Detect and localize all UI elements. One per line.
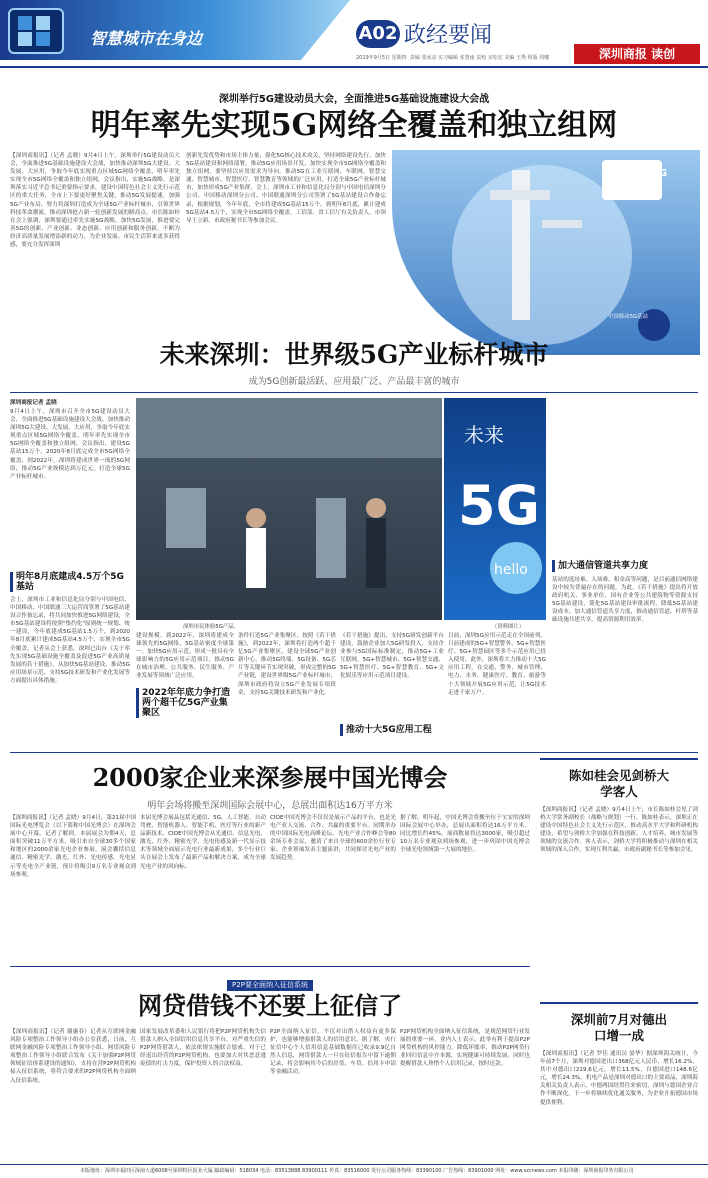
masthead bbox=[0, 0, 708, 76]
feature-body-col6: 目前，深圳5G应用示范走在全国前列。日前建成的5G+智慧警务、5G+智慧医疗、5G+智慧园区等多个示范应用已投入使用。此外，深圳将大力推动十大5G应用工程，在交通、警务、城市管理、电力、水务、健康医疗、教育、旅游等十大领域开展5G应用示范，让5G技术走进千家万户。 bbox=[448, 633, 546, 696]
lead-kicker: 深圳举行5G建设动员大会，全面推进5G基础设施建设大会战 bbox=[218, 94, 490, 105]
feature-subhead-2: 2022年年底力争打造两个超千亿5G产业集聚区 bbox=[136, 688, 234, 718]
feature-photo-5g-hello bbox=[444, 398, 546, 620]
credit-body-col3: P2P全面纳入征信，不仅对出借人权益有更多保护，也能够增强借款人的信用意识。据了解，央行征信中心个人信用信息基础数据库已收录9.9亿自然人信息，网贷借款人一旦在征信报告中留下逾期记录，将会影响其今后的房贷、车贷、信用卡申请等金融活动。 bbox=[270, 1029, 396, 1076]
credit-body-col1: 【深圳商报讯】（记者 谢惠春）记者从互联网金融风险专项整治工作领导小组办公室获悉，日前，互联网金融风险专项整治工作领导小组、网贷风险专项整治工作领导小组联合发布《关于加强P2P网贷领域征信体系建设的通知》，支持在营P2P网贷机构接入征信系统，将符合要求的P2P网贷机构全面纳入征信系统。 bbox=[10, 1029, 136, 1084]
credit-kicker-wrap bbox=[10, 972, 530, 991]
feature-headline: 未来深圳：世界级5G产业标杆城市 bbox=[159, 340, 549, 369]
feature-body-col2: 会上，深圳市工业和信息化局分别与中国电信、中国移动、中国联通三大运营商签署了5G基站建设合作备忘录，将共同加快推进5G网络建设，全市5G基站建设将按照"集约化"原则统一规划、统一建设，今年底建成5G基站1.5万个，到2020年8月底累计建成5G基站4.5万个，实现全市5G全覆盖。记者从会上获悉，深圳已出台《关于率先实现5G基础设施全覆盖及促进5G产业高质量发展的若干措施》，从加快5G基站建设、推动5G应用场景示范、支持5G技术研发和产业化发展等方面提出具体措施。 bbox=[10, 597, 130, 684]
svg-text:5G: 5G bbox=[458, 474, 540, 537]
credit-headline: 网贷借钱不还要上征信了 bbox=[138, 991, 402, 1020]
lead-5g-badge: 5G bbox=[652, 168, 668, 179]
sidebox-meeting-body: 【深圳商报讯】（记者 孟晓）9月4日上午，市长陈如桂会见了剑桥大学常务副校长（战略与规划）一行。陈如桂表示，深圳正在建设中国特色社会主义先行示范区，推动高水平大学和科研机构建设，希望与剑桥大学加强在科技创新、人才培养、城市发展等领域的交流合作。客人表示，剑桥大学将积极推动与深圳在相关领域的深入合作，实现互利共赢。市政府副秘书长等参加会见。 bbox=[540, 807, 698, 854]
svg-text:未来: 未来 bbox=[464, 423, 504, 447]
svg-text:hello: hello bbox=[494, 562, 528, 578]
credit-body-col2: 国家发展改革委和人民银行将把P2P网贷机构失信借款人纳入全国信用信息共享平台，对严重失信的P2P网贷借款人，依法依规实施联合惩戒。对于已经退出经营的P2P网贷机构，也要加大对其恶意逃废债的打击力度，保护投资人的合法权益。 bbox=[140, 1029, 266, 1068]
feature-byline: 深圳商报记者 孟晓 bbox=[10, 400, 57, 406]
feature-rule bbox=[10, 392, 698, 393]
page-footer: 本版地址：深圳市福田区深南大道6008号深圳特区报业大厦 邮政编码：518034 电话：83513888 83900111 传真：83516000 发行公司服务热线：83390100 广告热线：83901000 网址：www.szcnews.com 本报印刷：深圳商报印务有限公司 bbox=[0, 1164, 708, 1178]
lead-body-col1: 【深圳商报讯】（记者 孟晓）9月4日上午，深圳举行5G建设动员大会，全面推进5G基础设施建设大会战，加快推动深圳5G大建设、大发展、大应用，争取今年底实现重点区域5G网络全覆盖，明年率先实现全市5G网络全覆盖和独立组网，会议指出，实施5G战略，是深圳落实习近平总书记重要指示要求，建设中国特色社会主义先行示范区的重大任务，全市上下要更好聚焦关键，推动5G发展提速，加强5G产业布局，努力将深圳打造成为全球5G产业标杆城市，引领世界科技革命潮流，推动深圳抢占新一轮创新发展的制高点。市长陈如桂在会上强调，深圳要通过率先实施5G战略，加快5G发展，推进要完善5G的创新、产业创新、业态创新、应用创新和服务创新，不断为经济高质量发展增添新的动力，为企业发展、市民生活带来更多获得感，要充分发挥深圳 bbox=[10, 153, 180, 249]
page-number: A02 bbox=[356, 20, 400, 48]
feature-body-col7: 基站的选址难、入场难、租金高等问题，是目前通信网络建设中较为普遍存在的问题。为此，《若干措施》提出将开放政府机关、事业单位、国有企业等公共建筑物等资源支持5G基站建设，简化5G基站建设审批流程，降低5G基站建设成本。加大通信管道共享力度，推动通信管道、杆塔等基础设施共建共享，提高资源利用效率。 bbox=[552, 577, 698, 624]
lead-headline: 明年率先实现5G网络全覆盖和独立组网 bbox=[90, 108, 618, 143]
section-title: 政经要闻 bbox=[404, 23, 493, 48]
feature-subhead-4: 加大通信管道共享力度 bbox=[552, 560, 698, 572]
feature-body-col4: 条件打造5G产业集聚区。按照《若干措施》，到2022年，深圳将打造两个超千亿5G产业集聚区，建设全球5G产业创新中心，推动5G终端、5G设备、5G芯片等关键环节实现突破，形成完整的5G产业链，建设世界级5G产业标杆城市，深圳市政府将设立5G产业发展专项资金，支持5G关键技术研发和产业化。 bbox=[238, 633, 336, 696]
credit-top-rule bbox=[10, 966, 530, 967]
feature-subhead-1: 明年8月底建成4.5万个5G基站 bbox=[10, 572, 130, 592]
feature-body-col1: 9月4日上午，深圳市召开全市5G建设动员大会，全面推进5G基础设施建设大会战，加快推动深圳5G大建设、大发展、大应用，争取今年底实现重点区域5G网络全覆盖，明年率先实现全市5G网络全覆盖和独立组网。会议指出，建设5G基站15万个，2020年8月底完成全市5G网络全覆盖，到2022年，深圳将建成世界一流的5G网络，推动5G产业规模达到万亿元，打造全球5G产业标杆城市。 bbox=[10, 409, 130, 480]
feature-photo-expo-visitors bbox=[136, 398, 442, 620]
expo-body-col4: 据了解，明年起，中国光博会将搬至位于宝安的深圳国际会展中心举办，总展出面积将达16万平方米，同比增长约45%，展商数量将达3000家，吸引超过10万名专业观众到场参观，进一步巩固中国光博会全球光电领域第一大展的地位。 bbox=[400, 815, 530, 854]
lead-photo-caption: 中国移动5G基站 bbox=[608, 314, 648, 320]
sidebox-meeting-headline: 陈如桂会见剑桥大学客人 bbox=[568, 768, 669, 799]
credit-body-col4: P2P网贷机构全面纳入征信系统，是规范网贷行业发展的重要一环。业内人士表示，此举有利于提高P2P网贷机构的风控能力，降低坏账率，推动P2P网贷行业回归信息中介本源，实现健康可持续发展。同时也提醒借款人珍惜个人信用记录，按时还款。 bbox=[400, 1029, 530, 1068]
issue-date: 2019年9月5日 星期四 bbox=[356, 55, 407, 61]
expo-deck: 明年会场将搬至深圳国际会展中心，总展出面积达16万平方米 bbox=[147, 801, 393, 811]
feature-photo-2-caption: （资料图片） bbox=[491, 624, 525, 630]
expo-body-col3: CIOE中国光博会不仅仅是展示产品的平台，也是光电产业人交流、合作、共赢的重要平台。同期举办的中国国际光电高峰论坛、光电产业合作峰会等80余场专业会议，邀请了来自全球的600余位行业专家、企业领袖发表主题演讲，共同探讨光电产业的发展趋势。 bbox=[270, 815, 396, 862]
feature-deck: 成为5G创新最活跃、应用最广泛、产品最丰富的城市 bbox=[248, 377, 460, 387]
lead-photo-5g-base-station bbox=[392, 150, 700, 355]
feature-body-col3: 建设规模。到2022年，深圳将建成全球领先的5G网络，5G基站密度全球第一，加快5G应用示范，形成一批具有全球影响力的5G应用示范项目，推动5G在城市治理、公共服务、民生服务、产业发展等领域广泛应用。 bbox=[136, 633, 234, 680]
expo-headline: 2000家企业来深参展中国光博会 bbox=[92, 763, 448, 792]
credit-kicker: P2P要全面纳入征信系统 bbox=[227, 980, 313, 991]
lead-body-col2: 创新先发优势和市场主体力量，强化5G核心技术攻关，坚持网络建设先行，加快5G基站建设和网络部署，推动5G应用场景开发，加快实现全市5G网络全覆盖和独立组网。要坚持以应用需求为导向，推动5G在工业互联网、车联网、智慧交通、智慧城市、智慧医疗、智慧教育等领域的广泛应用，打造全球5G产业标杆城市，加快形成5G产业集群，会上，深圳市工业和信息化局分别与中国电信深圳分公司、中国移动深圳分公司、中国联通深圳分公司签署了5G基站建设合作备忘录，根据规划，今年年底，全市将建成5G基站15万个，到明年8月底，累计建成5G基站4.5万个，实现全市5G网络全覆盖。工信部、省工信厅有关负责人，市领导王立新、市政府秘书长等参加会议。 bbox=[186, 153, 386, 224]
expo-body-col2: 本届光博会展品包括光通信、5G、人工智能、自动驾驶、智能机器人、智能手机、医疗等行业的新产品新技术。CIOE中国光博会从光通信、信息光电、激光、红外、精密光学、光电传感及新一代显示技术等领域全面展示光电行业最新成果，多个行业巨头在展会上发布了最新产品和解决方案，成为全球光电产业的风向标。 bbox=[140, 815, 266, 870]
masthead-rule bbox=[0, 66, 708, 68]
smartphone-icon bbox=[8, 8, 64, 54]
editor-credits: 责编 张承彦 实习编辑 张慧南 责校 宋松宏 美编 王秀 组版 周娜 bbox=[409, 55, 550, 61]
feature-bottom-rule bbox=[10, 752, 698, 753]
banner-label: 智慧城市在身边 bbox=[90, 29, 203, 48]
sidebox-trade bbox=[540, 1002, 698, 1160]
feature-photo-1-caption: 深圳市民体验5G产品。 bbox=[182, 624, 240, 630]
sidebox-trade-body: 【深圳商报讯】（记者 罗佳 通讯员 晏华）据深圳海关统计，今年前7个月，深圳对德国进出口368亿元人民币，增长16.2%，其中对德出口219.6亿元，增长11.5%，自德国进口148.6亿元，增长24.3%。机电产品是深圳对德出口的主要商品，深圳海关相关负责人表示，中德两国经贸往来密切，深圳与德国企业合作不断深化，下一步将继续优化通关服务，为企业开拓德国市场提供便利。 bbox=[540, 1051, 698, 1106]
newspaper-logo: 深圳商报 读创 bbox=[574, 44, 700, 64]
sidebox-trade-headline: 深圳前7月对德出口增一成 bbox=[570, 1012, 668, 1043]
feature-subhead-3: 推动十大5G应用工程 bbox=[340, 724, 444, 736]
feature-body-col5: 《若干措施》提出，支持5G研发创新平台建设，鼓励企业加大5G研发投入，支持企业参与5G国际标准制定，推动5G+工业互联网、5G+智慧城市、5G+智慧交通、5G+智慧医疗、5G+智慧教育、5G+文化娱乐等应用示范项目建设。 bbox=[340, 633, 444, 680]
date-line bbox=[356, 54, 549, 61]
sidebox-meeting bbox=[540, 758, 698, 998]
expo-body-col1: 【深圳商报讯】（记者 孟晓）9月4日，第21届中国国际光电博览会（以下简称中国光博会）在深圳会展中心开幕。记者了解到，本届展会为期4天，总面积突破11万平方米，吸引来自全球30多个国家和地区的2000余家光电企业参展，展会囊括信息通信、精密光学、激光、红外、光电传感、光电显示等光电全产业链，预计将吸引9万名专业观众到场参观。 bbox=[10, 815, 136, 878]
